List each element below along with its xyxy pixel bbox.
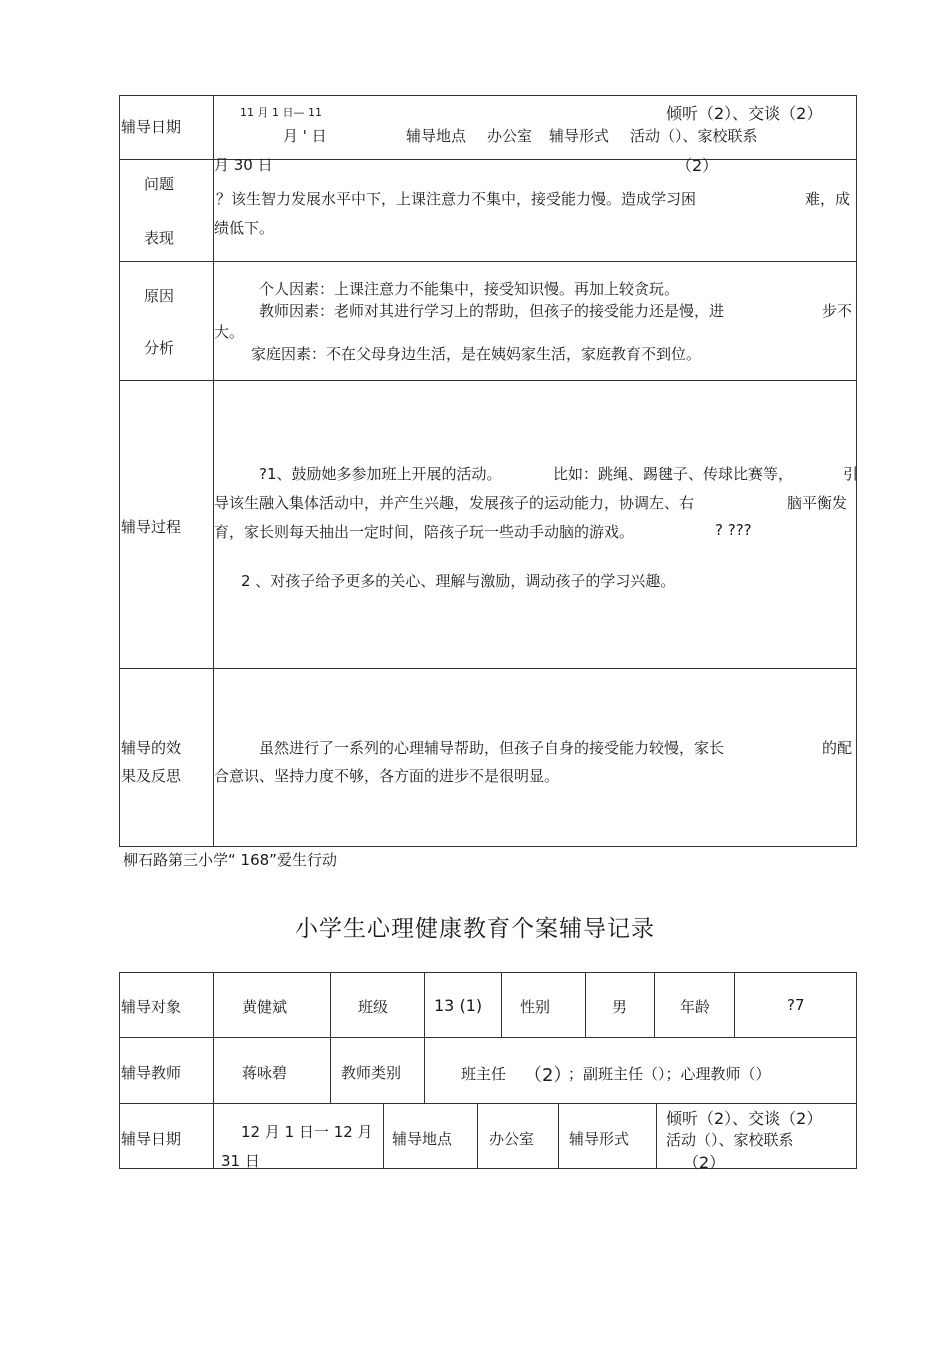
process-p1-line3-end: ? ??? xyxy=(715,521,752,539)
t2-right-border xyxy=(856,972,857,1169)
form-line2: 活动（）、家校联系 xyxy=(630,127,758,145)
r2-form-line3: （2） xyxy=(683,1153,726,1172)
footer-note: 柳石路第三小学“ 168”爱生行动 xyxy=(123,851,337,869)
t2-r3-div-a xyxy=(383,1103,384,1169)
cause-line-2-end: 步不 xyxy=(822,302,853,320)
t1-label-divider xyxy=(213,95,214,847)
t2-r1-div-f xyxy=(734,972,735,1037)
r2-form-line1: 倾听（2）、交谈（2） xyxy=(666,1109,823,1128)
t2-top-border xyxy=(119,972,857,973)
form-line3: （2） xyxy=(676,156,719,175)
date-range-line2: 月 ' 日 xyxy=(283,127,327,145)
teacher-type-c: ；副班主任（）；心理教师（） xyxy=(568,1065,771,1083)
t2-r3-div-b xyxy=(477,1103,478,1169)
t2-row-divider-2 xyxy=(119,1103,857,1104)
problem-text-2: 绩低下。 xyxy=(214,219,275,237)
process-p1-line2: 导该生融入集体活动中，并产生兴趣，发展孩子的运动能力，协调左、右 xyxy=(214,494,695,512)
location-label: 辅导地点 xyxy=(406,127,467,145)
cause-line-4: 家庭因素：不在父母身边生活，是在姨妈家生活，家庭教育不到位。 xyxy=(251,345,702,363)
r2-form-line2: 活动（）、家校联系 xyxy=(666,1131,794,1149)
teacher-type-a: 班主任 xyxy=(461,1065,507,1083)
teacher-type-label: 教师类别 xyxy=(341,1064,402,1082)
r2-date-line1: 12 月 1 日一 12 月 xyxy=(241,1123,373,1141)
t1-row-divider-3 xyxy=(119,380,857,381)
class-value: 13 (1) xyxy=(434,996,483,1015)
t2-row-divider-1 xyxy=(119,1037,857,1038)
t2-r3-div-c xyxy=(558,1103,559,1169)
process-p1-line1-end: 引 xyxy=(843,465,859,483)
location-value: 办公室 xyxy=(487,127,533,145)
effect-line-1: 虽然进行了一系列的心理辅导帮助，但孩子自身的接受能力较慢，家长 xyxy=(259,739,725,757)
age-label: 年龄 xyxy=(680,998,711,1016)
t2-col-divider-label xyxy=(213,972,214,1169)
process-p1-line2-end: 脑平衡发 xyxy=(787,494,848,512)
document-title: 小学生心理健康教育个案辅导记录 xyxy=(295,916,655,942)
effect-label-2: 果及反思 xyxy=(121,767,182,785)
teacher-label: 辅导教师 xyxy=(121,1064,182,1082)
problem-label-1: 问题 xyxy=(144,175,175,193)
cause-line-1: 个人因素：上课注意力不能集中，接受知识慢。再加上较贪玩。 xyxy=(259,280,680,298)
class-label: 班级 xyxy=(358,998,389,1016)
t1-bottom-border xyxy=(119,846,857,847)
process-p1-line1-mid: 比如：跳绳、踢毽子、传球比赛等， xyxy=(553,465,794,483)
t1-row-divider-4 xyxy=(119,668,857,669)
form-label: 辅导形式 xyxy=(549,127,610,145)
target-label: 辅导对象 xyxy=(121,998,182,1016)
problem-text-1: ？该生智力发展水平中下，上课注意力不集中，接受能力慢。造成学习困 xyxy=(216,190,697,208)
t2-r1-div-a xyxy=(330,972,331,1103)
process-label: 辅导过程 xyxy=(121,518,182,536)
date-label: 辅导日期 xyxy=(121,118,182,136)
cause-label-1: 原因 xyxy=(144,287,175,305)
t2-r1-div-c xyxy=(501,972,502,1037)
t1-row-divider-2 xyxy=(119,261,857,262)
date-range-line3: 月 30 日 xyxy=(214,156,273,174)
process-p2: 2 、对孩子给予更多的关心、理解与激励，调动孩子的学习兴趣。 xyxy=(241,572,676,590)
cause-line-2: 教师因素：老师对其进行学习上的帮助，但孩子的接受能力还是慢，进 xyxy=(259,302,725,320)
r2-location-label: 辅导地点 xyxy=(392,1130,453,1148)
t2-left-border xyxy=(119,972,120,1169)
teacher-type-b: （2） xyxy=(524,1065,572,1086)
problem-label-2: 表现 xyxy=(144,229,175,247)
t2-r1-div-b xyxy=(424,972,425,1103)
date-range-line1: 11 月 1 日— 11 xyxy=(240,106,322,119)
age-value: ?7 xyxy=(787,996,805,1014)
effect-line-1-end: 的配 xyxy=(822,739,853,757)
r2-date-label: 辅导日期 xyxy=(121,1130,182,1148)
effect-label-1: 辅导的效 xyxy=(121,739,182,757)
r2-date-line2: 31 日 xyxy=(221,1152,260,1170)
form-line1: 倾听（2）、交谈（2） xyxy=(666,104,823,123)
effect-line-2: 合意识、坚持力度不够，各方面的进步不是很明显。 xyxy=(214,767,560,785)
process-p1-line1: ?1、鼓励她多参加班上开展的活动。 xyxy=(259,465,502,483)
t1-top-border xyxy=(119,95,857,96)
cause-label-2: 分析 xyxy=(144,339,175,357)
r2-form-label: 辅导形式 xyxy=(569,1130,630,1148)
t2-r1-div-d xyxy=(585,972,586,1037)
gender-label: 性别 xyxy=(520,998,551,1016)
t1-left-border xyxy=(119,95,120,847)
t2-r3-div-d xyxy=(656,1103,657,1169)
problem-text-1-end: 难，成 xyxy=(805,190,851,208)
target-value: 黄健斌 xyxy=(242,998,288,1016)
process-p1-line3: 育，家长则每天抽出一定时间，陪孩子玩一些动手动脑的游戏。 xyxy=(214,523,635,541)
t2-r1-div-e xyxy=(654,972,655,1037)
teacher-value: 蒋咏碧 xyxy=(242,1064,288,1082)
cause-line-3: 大。 xyxy=(214,323,245,341)
r2-location-value: 办公室 xyxy=(489,1130,535,1148)
gender-value: 男 xyxy=(612,998,628,1016)
